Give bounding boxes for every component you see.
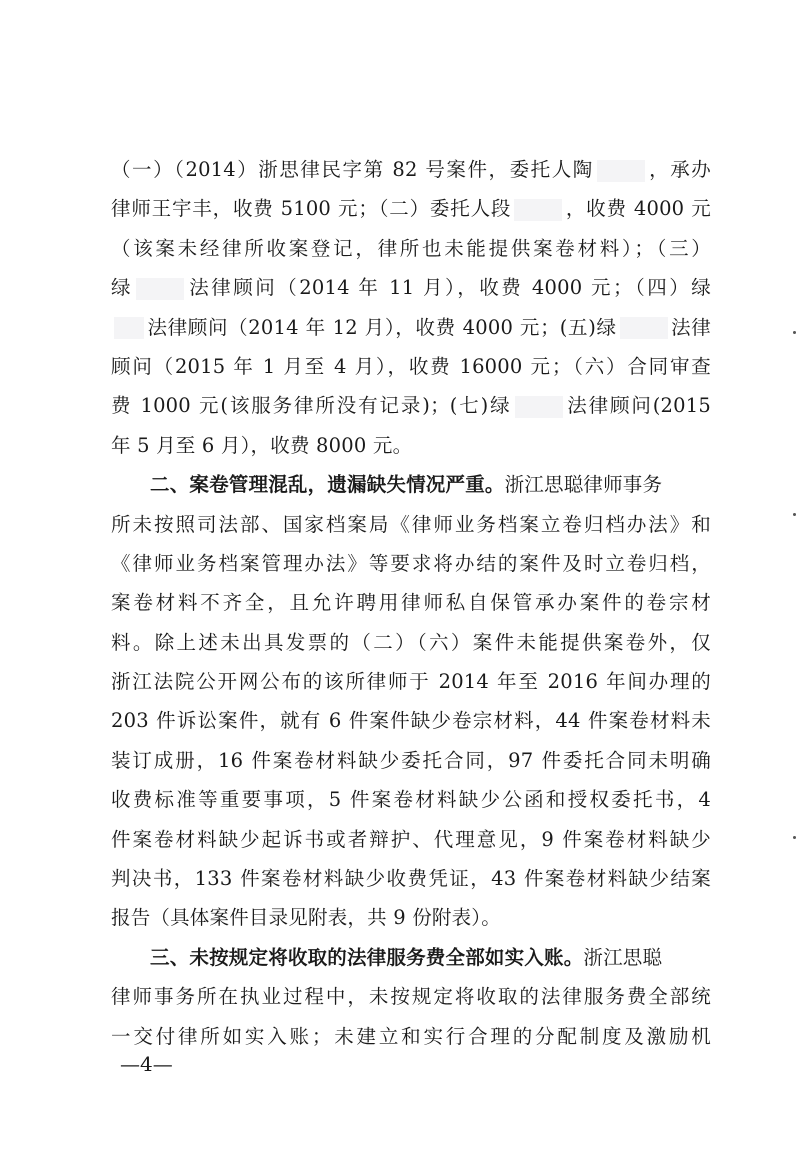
redaction-block xyxy=(114,317,144,339)
text-segment: 《律师业务档案管理办法》等要求将办结的案件及时立卷归档， xyxy=(111,551,711,575)
text-segment: 件案卷材料缺少起诉书或者辩护、代理意见，9 件案卷材料缺少 xyxy=(111,827,711,851)
text-segment: ，承办 xyxy=(647,158,711,181)
redaction-block xyxy=(597,160,645,182)
text-segment: 律师王宇丰，收费 5100 元；（二）委托人段 xyxy=(111,197,512,221)
text-segment: 年 5 月至 6 月），收费 8000 元。 xyxy=(111,433,413,457)
text-segment: 浙江法院公开网公布的该所律师于 2014 年至 2016 年间办理的 xyxy=(111,670,711,694)
text-segment: 法律 xyxy=(670,315,711,339)
text-segment: （该案未经律所收案登记，律所也未能提供案卷材料）；（三） xyxy=(111,236,711,260)
section-3-first-line xyxy=(111,938,711,977)
text-segment: 报告（具体案件目录见附表，共 9 份附表）。 xyxy=(111,906,501,930)
text-line xyxy=(111,977,711,1016)
text-line xyxy=(111,820,711,859)
text-line xyxy=(111,426,711,465)
text-segment: 料。除上述未出具发票的（二）（六）案件未能提供案卷外，仅 xyxy=(111,630,711,654)
text-segment: 203 件诉讼案件，就有 6 件案件缺少卷宗材料，44 件案卷材料未 xyxy=(111,709,711,733)
text-line xyxy=(111,623,711,662)
text-line xyxy=(111,308,711,347)
text-segment: 案卷材料不齐全，且允许聘用律师私自保管承办案件的卷宗材 xyxy=(111,591,711,615)
text-segment: 浙江思聪 xyxy=(583,945,663,969)
text-segment: 法律顾问（2014 年 12 月），收费 4000 元；(五)绿 xyxy=(147,315,617,339)
redaction-block xyxy=(514,199,562,221)
text-segment: 法律顾问（2014 年 11 月），收费 4000 元；（四）绿 xyxy=(187,276,711,300)
text-line xyxy=(111,662,711,701)
text-line xyxy=(111,780,711,819)
text-line xyxy=(111,583,711,622)
text-line xyxy=(111,741,711,780)
text-segment: 顾问（2015 年 1 月至 4 月），收费 16000 元；（六）合同审查 xyxy=(111,354,711,378)
text-segment: 律师事务所在执业过程中，未按规定将收取的法律服务费全部统 xyxy=(111,985,711,1009)
text-line xyxy=(111,1017,711,1056)
text-line xyxy=(111,505,711,544)
text-segment: ，收费 4000 元 xyxy=(565,197,711,221)
text-line xyxy=(111,544,711,583)
text-segment: 绿 xyxy=(111,276,133,300)
scan-speck xyxy=(793,513,796,516)
text-line xyxy=(111,859,711,898)
document-body xyxy=(111,150,711,1056)
redaction-block xyxy=(136,278,184,300)
text-segment: 所未按照司法部、国家档案局《律师业务档案立卷归档办法》和 xyxy=(111,512,711,536)
text-line xyxy=(111,347,711,386)
scan-speck xyxy=(793,331,796,334)
text-segment: 费 1000 元(该服务律所没有记录)；(七)绿 xyxy=(111,394,512,418)
page-number: —4— xyxy=(120,1052,173,1076)
text-segment: 一交付律所如实入账；未建立和实行合理的分配制度及激励机 xyxy=(111,1024,711,1048)
text-line xyxy=(111,701,711,740)
redaction-block xyxy=(515,396,563,418)
text-segment: 装订成册，16 件案卷材料缺少委托合同，97 件委托合同未明确 xyxy=(111,748,711,772)
text-line xyxy=(111,189,711,228)
text-line xyxy=(111,898,711,937)
redaction-block xyxy=(620,317,668,339)
text-segment: 浙江思聪律师事务 xyxy=(504,473,663,497)
section-2-heading: 二、案卷管理混乱，遗漏缺失情况严重。 xyxy=(150,473,505,497)
text-segment: 法律顾问(2015 xyxy=(565,394,711,418)
section-3-heading: 三、未按规定将收取的法律服务费全部如实入账。 xyxy=(150,945,584,969)
section-2-first-line xyxy=(111,465,711,504)
text-line xyxy=(111,386,711,425)
text-line xyxy=(111,268,711,307)
text-segment: 判决书，133 件案卷材料缺少收费凭证，43 件案卷材料缺少结案 xyxy=(111,867,711,891)
text-line xyxy=(111,229,711,268)
scan-speck xyxy=(793,836,796,839)
text-segment: 收费标准等重要事项，5 件案卷材料缺少公函和授权委托书，4 xyxy=(111,788,711,812)
text-segment: （一）（2014）浙思律民字第 82 号案件，委托人陶 xyxy=(111,158,594,181)
text-line xyxy=(111,150,711,189)
